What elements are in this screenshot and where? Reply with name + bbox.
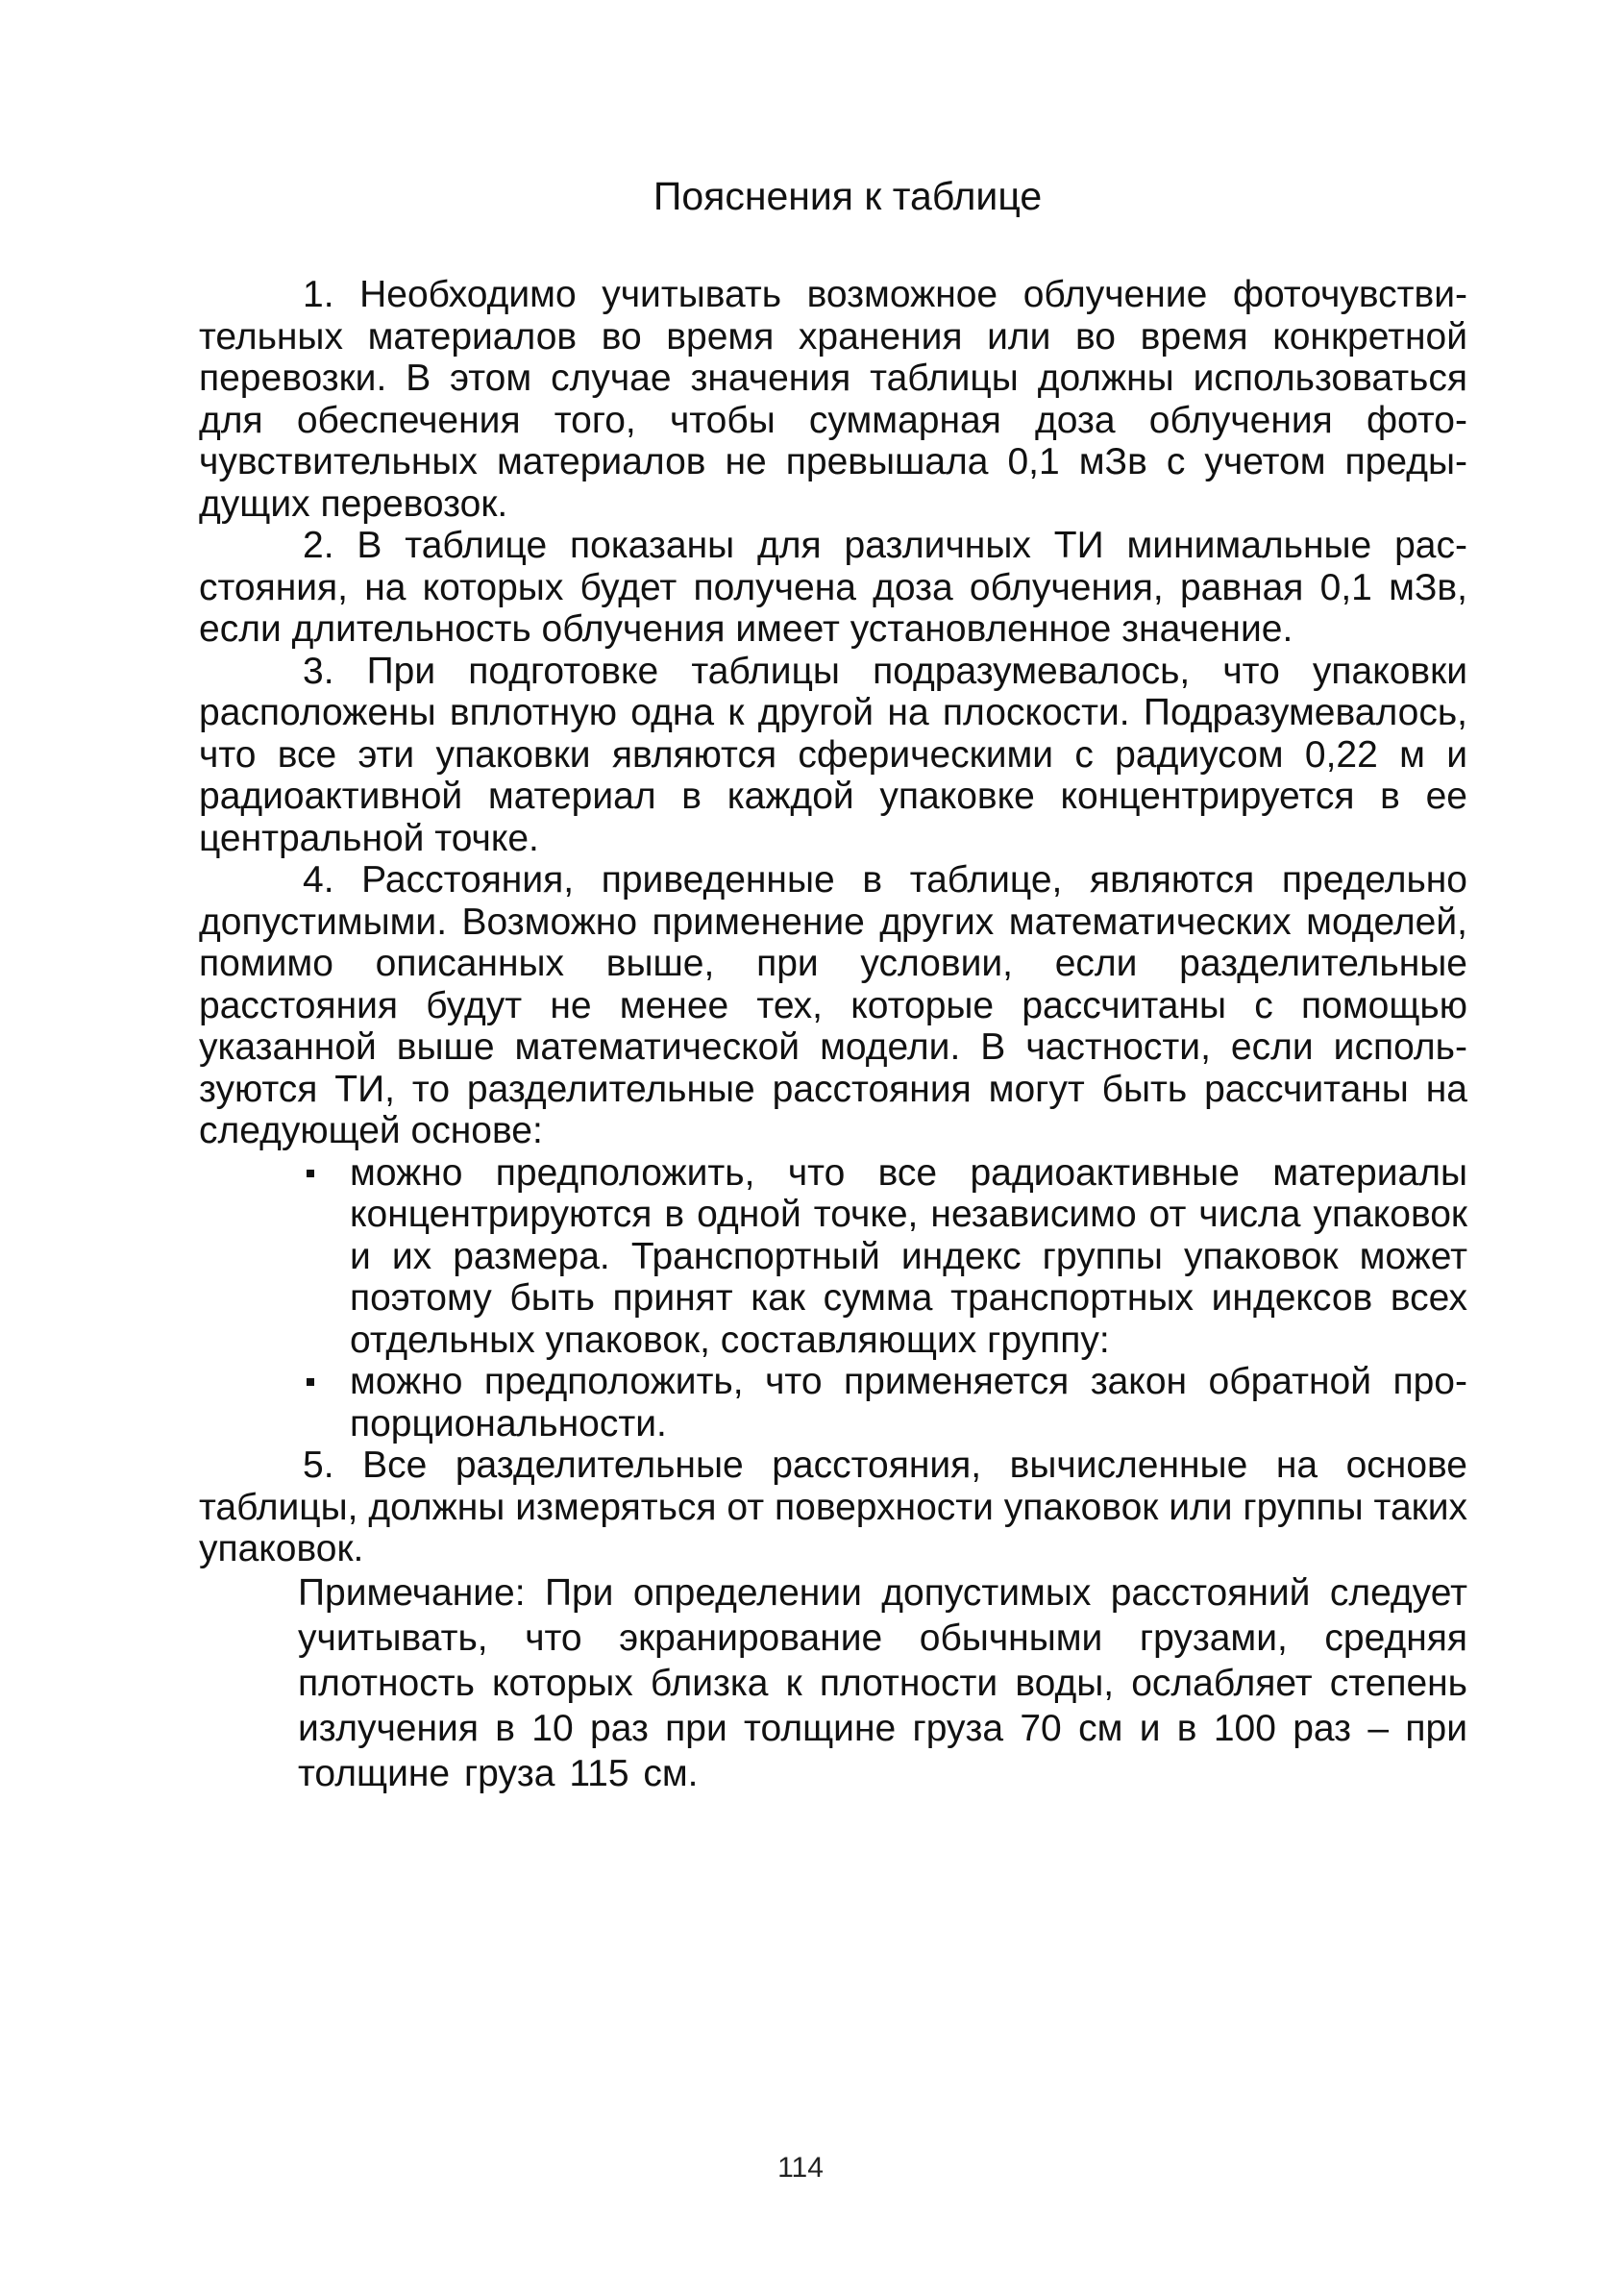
- paragraph-4: 4. Расстояния, приведенные в таблице, являются предельно допустимыми. Возможно применение других математических моделей, помимо описанных выше, при условии, если разделительные расстояния будут не менее тех, которые рассчитаны с помощью указанной выше математической модели. В частности, если используются ТИ, то разделительные расстояния могут быть рассчитаны на следующей основе:: [199, 859, 1467, 1151]
- document-page: [199, 171, 1467, 1796]
- list-item-text: можно предположить, что все радиоактивные материалы концентрируются в одной точке, независимо от числа упаковок и их размера. Транспортный индекс группы упаковок может поэтому быть принят как сумма транспортных индексов всех отдельных упаковок, составляющих группу:: [350, 1151, 1467, 1361]
- list-item: [350, 1152, 1467, 1362]
- paragraph-1: 1. Необходимо учитывать возможное облучение фоточувствительных материалов во время хранения или во время конкретной перевозки. В этом случае значения таблицы должны использоваться для обеспечения того, чтобы суммарная доза облучения фоточувствительных материалов не превышала 0,1 мЗв с учетом предыдущих перевозок.: [199, 274, 1467, 525]
- bullet-marker-icon: [307, 1378, 314, 1386]
- paragraph-3: 3. При подготовке таблицы подразумевалось, что упаковки расположены вплотную одна к другой на плоскости. Подразумевалось, что все эти упаковки являются сферическими с радиусом 0,22 м и радиоактивной материал в каждой упаковке концентрируется в ее центральной точке.: [199, 650, 1467, 859]
- list-item-text: можно предположить, что применяется закон обратной пропорциональности.: [350, 1361, 1467, 1444]
- page-title: Пояснения к таблице: [653, 174, 1043, 218]
- list-item: [350, 1361, 1467, 1444]
- bullet-marker-icon: [307, 1170, 314, 1177]
- page-number: 114: [777, 2152, 824, 2184]
- bullet-list: [199, 1152, 1467, 1445]
- paragraph-2: 2. В таблице показаны для различных ТИ минимальные расстояния, на которых будет получена доза облучения, равная 0,1 мЗв, если длительность облучения имеет установленное значение.: [199, 525, 1467, 650]
- note-paragraph: Примечание: При определении допустимых расстояний следует учитывать, что экранирование обычными грузами, средняя плотность которых близка к плотности воды, ослабляет степень излучения в 10 раз при толщине груза 70 см и в 100 раз – при толщине груза 115 см.: [298, 1571, 1467, 1794]
- paragraph-5: 5. Все разделительные расстояния, вычисленные на основе таблицы, должны измеряться от поверхности упаковок или группы таких упаковок.: [199, 1444, 1467, 1569]
